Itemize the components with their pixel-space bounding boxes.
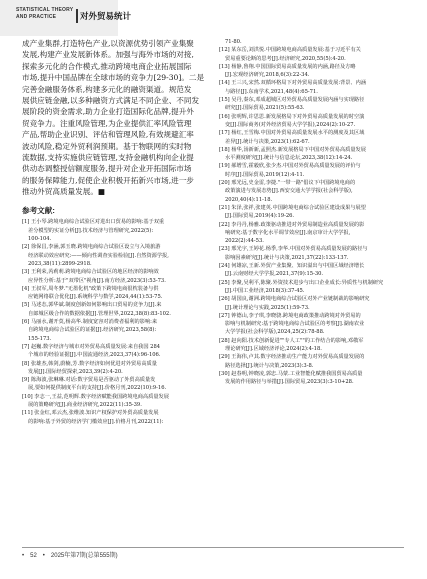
issue-info: 2025年第7期(总第555期): [50, 553, 118, 559]
body-text-line: 完善金融服务体系,构建多元化的融资渠道。规范发: [22, 84, 192, 94]
reference-line: 2020,40(4):11-18.: [225, 196, 273, 203]
reference-line: [18] 杨华,汤新新,孟照杰.新发展格局下中国对外贸易高质量发展: [219, 146, 366, 153]
body-text-line: 波动风险,稳定外贸利润预期。基于物联网的实时物: [22, 141, 192, 151]
body-text-line: 产品,帮助企业识别、评估和管理风险,有效规避汇率: [22, 130, 194, 140]
reference-line: [2] 徐保昌,李涵,郭玉晓.跨境电商综合试验区设立与入境旅游: [22, 244, 161, 251]
reference-line: [12] 某东岳,刘洪悦.中国跨境电商高质量发展:基于习近平有关: [219, 47, 361, 54]
body-text-line: 市场,提升中国品牌在全球市场的竞争力[29-30]。二是: [22, 73, 205, 83]
footer-rule: [22, 547, 404, 548]
reference-line: 变[J].国际商务(对外经济贸易大学学报),2024(2):10-27.: [225, 121, 356, 128]
reference-line: 影响因素研究[J].统计与决策,2021,37(22):133-137.: [225, 254, 349, 261]
journal-english-name: STATISTICAL THEORY AND PRACTICE: [16, 7, 74, 20]
reference-line: [10] 李志一,王益,范明辉.数字经济赋能我国跨境电商高质量发展: [22, 393, 169, 400]
reference-line: 展的策略研究[J].商业经济研究,2022(11):35-39.: [28, 402, 142, 408]
reference-line: [8] 张雄杰,韩剑,蔚楠,芳.数字经济如何优进对外贸易高质量: [22, 360, 157, 367]
reference-line: 路径选择[J].统计与决策,2023(3):3-8.: [225, 362, 314, 369]
left-column: [22, 38, 208, 426]
reference-line: [J].统计理论与实践,2025(1):59-73.: [225, 304, 310, 311]
reference-line: 差分模型的实证分析[J].技术经济与管理研究,2022(5):: [28, 227, 154, 234]
reference-line: [22] 李丹丹,杨雅.政策驱动推进对外贸易制造业高质量发展的影: [219, 221, 365, 228]
reference-line: 时序[J].国际贸易,2019(12):4-11.: [225, 171, 305, 178]
reference-line: [21] 朱泽,张祥,张建英.中国跨境电商综合试验区建设成果与展望: [219, 204, 366, 211]
section-title: 对外贸易统计: [80, 11, 132, 21]
reference-line: 个城市的经验证据[J].中国流通经济,2023,37(4):96-106.: [28, 352, 161, 359]
reference-line: 差异[J].统计与决策,2023(1):62-67.: [225, 138, 310, 145]
reference-line: [24] 何雄凉,王新.外贸产业集聚、知识溢出与中国区域经济增长: [219, 263, 365, 270]
body-text-line: 流数据,支持实施供应链管理,支持金融机构向企业提: [22, 152, 194, 162]
reference-line: [3] 王利荣,芮莉莉.跨境电商综合试验区的地区经济的影响效: [22, 269, 159, 276]
reference-line: 的影响:基于外贸的经济学门槛效应[J].价格月刊,2022(11):: [28, 418, 164, 425]
page-number: 52: [30, 553, 37, 559]
page-header: [0, 0, 427, 36]
reference-line: [16] 张明辉,许思思.新发展格局下对外贸易高质量发展的时空演: [219, 113, 365, 120]
reference-line: [11] 张金红,邓云杰,张维波.知识产权保护对外贸高质量发展: [22, 410, 159, 417]
reference-line: [J].云南财经大学学报,2021,37(9):15-30.: [225, 271, 324, 278]
body-text-line: 探索多元化的合作模式,推动跨境电商企业拓展国际: [22, 61, 192, 71]
reference-line: 水平测度研究[J].统计与信息论坛,2023,38(12):14-24.: [225, 155, 353, 162]
reference-line: 研究[J].国际贸易,2021(5):55-63.: [225, 105, 305, 112]
reference-line: [J].中国工业经济,2018(3):37-45.: [225, 287, 305, 294]
reference-line: [30] 赵春明,钟晓凌,郭忠.马蒙.工业智能化赋推我国贸易高质量: [219, 370, 363, 377]
reference-line: [J].宏观经济研究,2018,6(3):22-34.: [225, 72, 310, 79]
reference-line: [9] 陈海波,张琳琳.对话:数字贸易是否驱动了外贸高质量发: [22, 377, 156, 384]
reference-line: 理论研究[J].区域经济评论,2024(2):4-18.: [225, 345, 322, 352]
reference-line: 155-173.: [28, 335, 52, 342]
reference-line: [23] 邢光宇,王婷花.杨季,李华.中国对外贸易高质量发展的路径与: [219, 246, 368, 253]
reference-line: [J].国际贸易,2019(4):19-26.: [225, 213, 295, 220]
reference-line: 100-104.: [28, 236, 52, 243]
reference-line: [17] 杨红,王雪梅.中国对外贸易高质量发展水平的测度及其区域: [219, 130, 365, 137]
reference-line: [15] 吴丹,秦东,邓成超城区对外贸易高质量发展内涵与实现路径: [219, 97, 365, 104]
reference-line: [28] 赵向阳.技术创新促进""专人工""的工作结合的影响,邓敬军: [219, 337, 364, 344]
reference-line: [26] 胡国良,谢洲.跨境电商综合试验区对外产业链制裁的影响研究: [219, 296, 370, 303]
references-list-right: [219, 38, 405, 386]
right-column: [219, 38, 405, 386]
reference-line: [25] 李聚,吴利平,陈聚.外资技术进步与出口企业成长:异质性与机制研究: [219, 279, 384, 286]
body-text-line: 贸竞争力。注重风险管理,为企业提供汇率风险管理: [22, 118, 192, 128]
reference-line: 影响与机制研究:基于跨境电商综合试验区的考察[J].湖南农业: [225, 321, 365, 328]
reference-line: 2022(2):44-53.: [225, 238, 264, 245]
body-text-line: 展阶段的资金需求,助力企业打造国际化品牌,提升外: [22, 107, 194, 117]
reference-line: 展,要如何提供制度平台的支持[J].价格月刊,2022(10):9-16.: [28, 385, 167, 392]
reference-line: 自郎城区级合作的数据依据[J].管理世界,2022,38(8):83-102.: [28, 310, 171, 317]
body-text-line: 发展,构建产业发展新体系。加强与海外市场的对接,: [22, 50, 194, 60]
reference-line: 与路径[J].东南学术,2021,48(4):65-71.: [225, 88, 318, 95]
reference-line: 大学学报(社会科学版),2024,25(2):78-88.: [225, 329, 325, 336]
reference-line: 应链网络联合优化[J].系统科学与数学,2024,44(1):53-75.: [28, 294, 163, 301]
reference-line: 响研究:基于数字化水平调节效应[J].南京审计大学学报,: [225, 229, 351, 236]
reference-line: 发展的作用路径与举措[J].国际贸易,2023(3):3-10+28.: [225, 379, 354, 386]
references-title: 参考文献:: [22, 206, 55, 216]
reference-line: 贸易重要论断的思考[J].经济研究,2020,55(5):4-20.: [225, 55, 346, 62]
reference-line: [5] 马述态,郭华斌.制度创新如何影响出口贸易的竞争力[J].来: [22, 302, 162, 309]
body-text-line: 推动外贸高质量发展。■: [22, 187, 106, 197]
reference-line: [7] 赵巍.数字经济与城市对外贸易高质量发展:来自我国 284: [22, 343, 161, 350]
body-text-line: 成产业集群,打造特色产业,以资源优势引领产业集聚: [22, 39, 194, 48]
body-text-line: 的服务保障能力,促使企业积极开拓新兴市场,进一步: [22, 175, 194, 185]
reference-line: [20] 邢光远,史金雷,李捷."一带一路"倡议下中国跨境电商的: [219, 180, 356, 187]
reference-line: [19] 郝增雪,霍毅欣,张少杰.中国对外贸易高质量发展的评价与: [219, 163, 361, 170]
reference-line: 经济联动效应研究:——倾向性调查实验检验[J].自然资源学报,: [28, 252, 169, 259]
header-divider: [76, 9, 78, 23]
body-text-line: 供动态调整授信额度服务,提升对企业开拓国际市场: [22, 164, 192, 174]
reference-line: 发展[J].国际经贸探索,2023,39(2):4-20.: [28, 368, 123, 375]
body-text-line: 展供应链金融,以多种融资方式满足不同企业、不同发: [22, 95, 200, 105]
body-text: [22, 38, 208, 197]
reference-line: 2023,38(11):2899-2918.: [28, 260, 92, 267]
reference-line: [14] 王三兴,宋然.双循环格局下对外贸易高质量发展:背景、内涵: [219, 80, 367, 87]
reference-line: [13] 杨静,鲁翔.中国国际贸易高质量发展的内涵,路径及方略: [219, 63, 356, 70]
reference-line: 71-80.: [225, 39, 242, 45]
reference-line: [29] 王海伟,卢其.数字经济推动生产能力对外贸易高质量发展的: [219, 354, 365, 361]
reference-line: [27] 钟德山,李子琪,李晓骁.跨境电商政策推动跨境对外贸易的: [219, 312, 361, 319]
reference-line: 应异性分析:基于"双带区"视角[J].南方经济,2023(3):53-73.: [28, 277, 166, 284]
reference-line: [6] 马丽水,谢开莫,杨高华.制度宽容对消费者福利的影响:来: [22, 319, 158, 326]
reference-line: 政策演进与发展态势[J].西安交通大学学报(社会科学版),: [225, 188, 353, 195]
references-list-left: [22, 218, 208, 425]
reference-line: 自跨境电商综合试验区的证据[J].经济研究,2023,58(8):: [28, 327, 157, 334]
reference-line: [4] 王叔军,周冬梦."无墨化机"政策下跨境电商很枕装备与供: [22, 285, 159, 292]
reference-line: [1] 王小琴.跨境电商综合试验区对进出口贸易的影响:基于双重: [22, 219, 165, 226]
page-bullet-2: •: [42, 553, 45, 559]
page-footer: [22, 551, 124, 561]
page-bullet: •: [22, 553, 25, 559]
